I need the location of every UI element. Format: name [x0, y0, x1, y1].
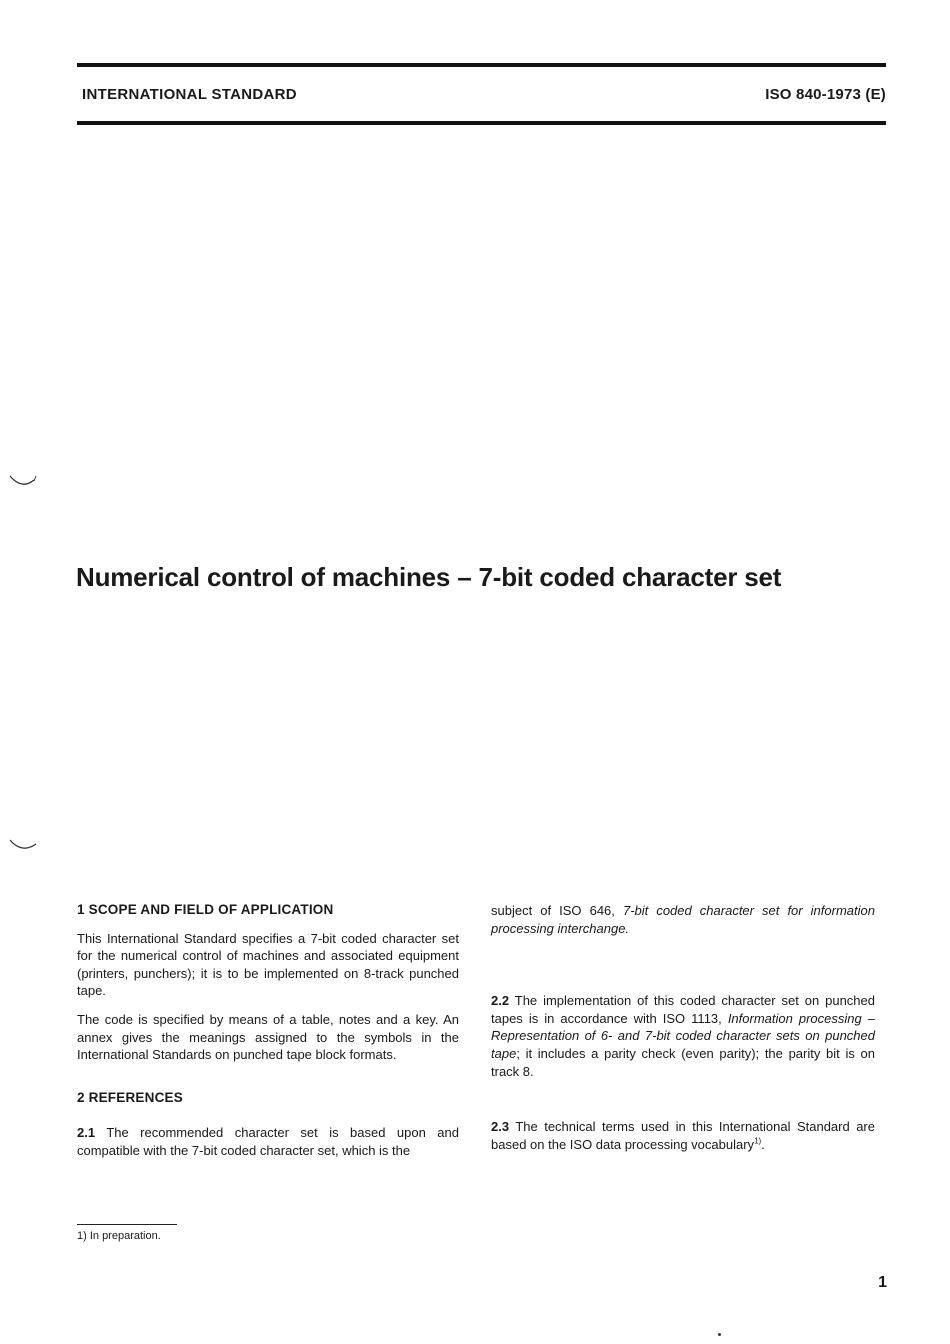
footnote-reference: 1) [754, 1136, 762, 1146]
continuation-prefix: subject of ISO 646, [491, 903, 615, 918]
section-2-1-paragraph [77, 1124, 459, 1159]
section-2-heading: 2 REFERENCES [77, 1089, 183, 1105]
binder-hole-mark-icon [8, 474, 38, 488]
section-1-paragraph-1: This International Standard specifies a 7-bit coded character set for the numerical control of machines and associated equipment (printers, punchers); it is to be implemented on 8-track punched tape. [77, 930, 459, 999]
header-standard-label: INTERNATIONAL STANDARD [82, 86, 297, 103]
right-column [491, 902, 875, 1164]
footnote-rule [77, 1224, 177, 1225]
section-2-2-number: 2.2 [491, 993, 510, 1009]
document-title: Numerical control of machines – 7-bit coded character set [76, 562, 782, 592]
section-1-paragraph-2: The code is specified by means of a table, notes and a key. An annex gives the meanings assigned to the symbols in the International Standards on punched tape block formats. [77, 1011, 459, 1063]
page-number: 1 [878, 1274, 887, 1291]
section-2-3-number: 2.3 [491, 1119, 510, 1135]
section-2-2-paragraph [491, 992, 875, 1080]
footnote: 1) In preparation. [77, 1230, 161, 1242]
left-column [77, 901, 459, 1171]
section-1-heading: 1 SCOPE AND FIELD OF APPLICATION [77, 902, 334, 917]
section-2-2-text-a: The implementation of this coded character set on punched tapes is in accordance with ISO 1113, [491, 993, 875, 1026]
continuation-title: 7-bit coded character set for information processing interchange. [491, 903, 875, 936]
section-2-1-continuation [491, 902, 875, 937]
section-2-2-reference-title: Information processing – Representation of 6- and 7-bit coded character sets on punched tape [491, 1010, 875, 1061]
header-document-number: ISO 840-1973 (E) [765, 86, 886, 103]
scan-speck [718, 1333, 721, 1336]
section-2-1-number: 2.1 [77, 1125, 96, 1141]
binder-hole-mark-icon [8, 838, 38, 852]
header-bottom-rule [77, 121, 886, 125]
section-2-1-text: The recommended character set is based upon and compatible with the 7-bit coded character set, which is the [77, 1125, 459, 1158]
header-top-rule [77, 63, 886, 67]
section-2-3-paragraph [491, 1118, 875, 1153]
section-2-3-end: . [761, 1136, 765, 1152]
section-2-2-text-b: ; it includes a parity check (even parity); the parity bit is on track 8. [491, 1045, 875, 1079]
section-2-3-text: The technical terms used in this International Standard are based on the ISO data processing vocabulary [491, 1119, 875, 1152]
